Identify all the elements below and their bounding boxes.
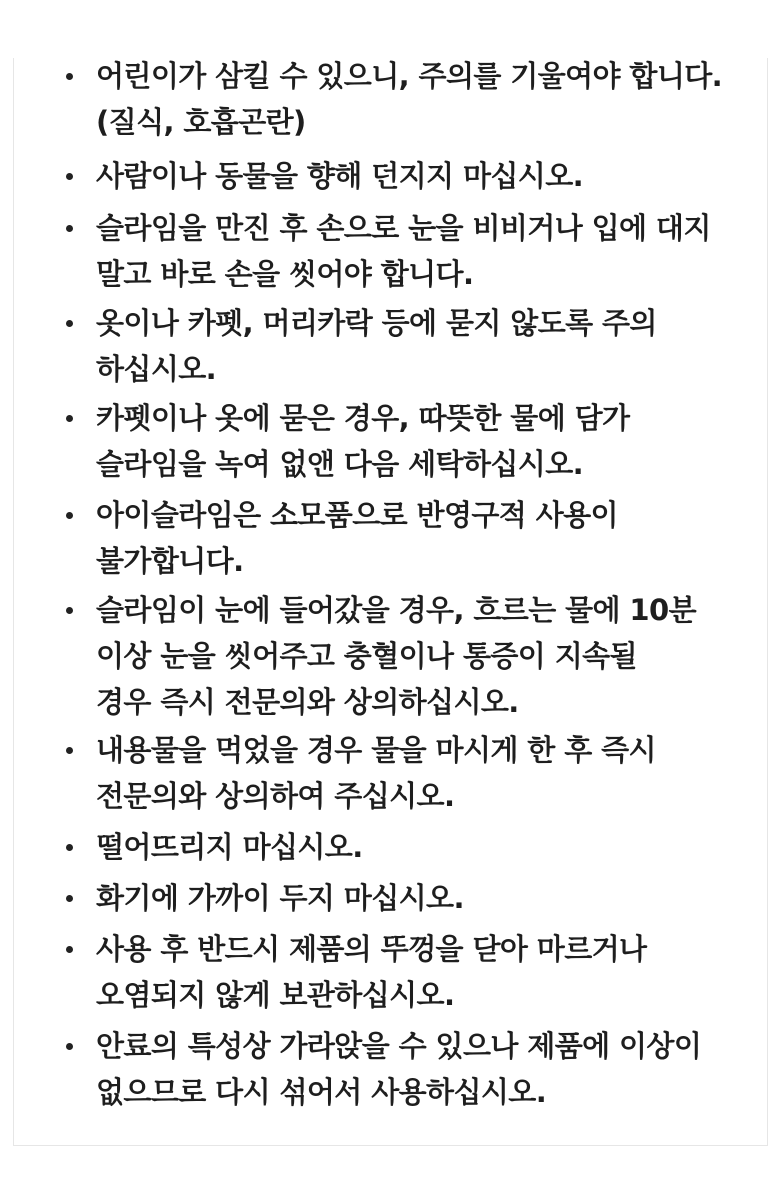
- caution-text: 없으므로 다시 섞어서 사용하십시오.: [96, 1074, 547, 1109]
- caution-text: 말고 바로 손을 씻어야 합니다.: [96, 256, 474, 291]
- caution-text: 아이슬라임은 소모품으로 반영구적 사용이: [96, 497, 618, 532]
- caution-text: 불가합니다.: [96, 543, 244, 578]
- bullet-icon: [66, 1043, 76, 1053]
- caution-text: 슬라임을 녹여 없앤 다음 세탁하십시오.: [96, 446, 584, 481]
- caution-text: 내용물을 먹었을 경우 물을 마시게 한 후 즉시: [96, 732, 656, 767]
- caution-text: 화기에 가까이 두지 마십시오.: [96, 880, 464, 915]
- caution-text: 사람이나 동물을 향해 던지지 마십시오.: [96, 158, 584, 193]
- caution-text: (질식, 호흡곤란): [96, 104, 306, 139]
- bullet-icon: [66, 607, 76, 617]
- caution-text: 어린이가 삼킬 수 있으니, 주의를 기울여야 합니다.: [96, 58, 723, 93]
- bullet-icon: [66, 173, 76, 183]
- bullet-icon: [66, 946, 76, 956]
- caution-text: 전문의와 상의하여 주십시오.: [96, 778, 455, 813]
- bullet-icon: [66, 415, 76, 425]
- bullet-icon: [66, 895, 76, 905]
- caution-text: 이상 눈을 씻어주고 충혈이나 통증이 지속될: [96, 638, 637, 673]
- bullet-icon: [66, 320, 76, 330]
- caution-text: 카펫이나 옷에 묻은 경우, 따뜻한 물에 담가: [96, 400, 630, 435]
- caution-text: 사용 후 반드시 제품의 뚜껑을 닫아 마르거나: [96, 931, 647, 966]
- bullet-icon: [66, 844, 76, 854]
- caution-text: 경우 즉시 전문의와 상의하십시오.: [96, 684, 519, 719]
- bullet-icon: [66, 747, 76, 757]
- caution-text: 오염되지 않게 보관하십시오.: [96, 977, 455, 1012]
- caution-panel: [13, 58, 768, 1146]
- bullet-icon: [66, 73, 76, 83]
- bullet-icon: [66, 225, 76, 235]
- caution-text: 슬라임을 만진 후 손으로 눈을 비비거나 입에 대지: [96, 210, 711, 245]
- caution-text: 안료의 특성상 가라앉을 수 있으나 제품에 이상이: [96, 1028, 702, 1063]
- bullet-icon: [66, 512, 76, 522]
- caution-text: 하십시오.: [96, 351, 217, 386]
- caution-text: 슬라임이 눈에 들어갔을 경우, 흐르는 물에 10분: [96, 592, 697, 627]
- caution-text: 옷이나 카펫, 머리카락 등에 묻지 않도록 주의: [96, 305, 657, 340]
- caution-text: 떨어뜨리지 마십시오.: [96, 829, 363, 864]
